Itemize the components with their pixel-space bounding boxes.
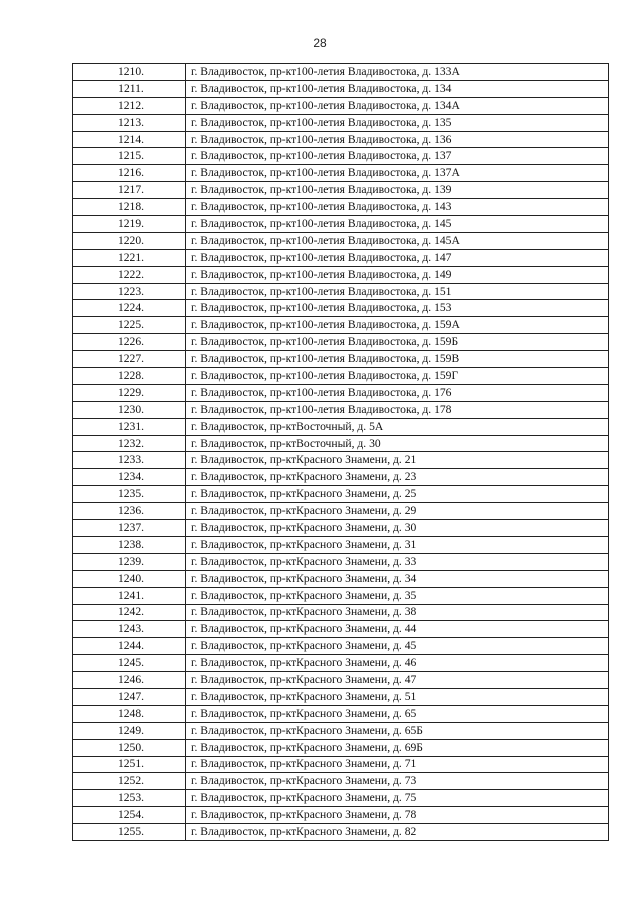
row-number-cell: 1211. bbox=[73, 80, 186, 97]
row-number-cell: 1214. bbox=[73, 131, 186, 148]
row-number-cell: 1217. bbox=[73, 182, 186, 199]
row-number-cell: 1236. bbox=[73, 503, 186, 520]
address-cell: г. Владивосток, пр-ктКрасного Знамени, д. 46 bbox=[186, 655, 609, 672]
table-row bbox=[73, 570, 609, 587]
row-number-cell: 1218. bbox=[73, 199, 186, 216]
address-cell: г. Владивосток, пр-кт100-летия Владивостока, д. 147 bbox=[186, 249, 609, 266]
table-row bbox=[73, 216, 609, 233]
table-row bbox=[73, 401, 609, 418]
table-row bbox=[73, 283, 609, 300]
table-row bbox=[73, 790, 609, 807]
address-cell: г. Владивосток, пр-ктКрасного Знамени, д. 65 bbox=[186, 705, 609, 722]
address-cell: г. Владивосток, пр-кт100-летия Владивостока, д. 139 bbox=[186, 182, 609, 199]
row-number-cell: 1223. bbox=[73, 283, 186, 300]
row-number-cell: 1219. bbox=[73, 216, 186, 233]
row-number-cell: 1221. bbox=[73, 249, 186, 266]
row-number-cell: 1222. bbox=[73, 266, 186, 283]
address-cell: г. Владивосток, пр-кт100-летия Владивостока, д. 153 bbox=[186, 300, 609, 317]
row-number-cell: 1243. bbox=[73, 621, 186, 638]
table-row bbox=[73, 418, 609, 435]
row-number-cell: 1244. bbox=[73, 638, 186, 655]
address-cell: г. Владивосток, пр-кт100-летия Владивостока, д. 135 bbox=[186, 114, 609, 131]
table-row bbox=[73, 182, 609, 199]
row-number-cell: 1213. bbox=[73, 114, 186, 131]
address-cell: г. Владивосток, пр-ктКрасного Знамени, д. 23 bbox=[186, 469, 609, 486]
row-number-cell: 1230. bbox=[73, 401, 186, 418]
table-row bbox=[73, 97, 609, 114]
table-row bbox=[73, 148, 609, 165]
address-cell: г. Владивосток, пр-ктКрасного Знамени, д. 25 bbox=[186, 486, 609, 503]
address-cell: г. Владивосток, пр-кт100-летия Владивостока, д. 134А bbox=[186, 97, 609, 114]
row-number-cell: 1252. bbox=[73, 773, 186, 790]
row-number-cell: 1220. bbox=[73, 232, 186, 249]
address-cell: г. Владивосток, пр-ктВосточный, д. 30 bbox=[186, 435, 609, 452]
row-number-cell: 1229. bbox=[73, 384, 186, 401]
address-cell: г. Владивосток, пр-ктКрасного Знамени, д. 33 bbox=[186, 553, 609, 570]
table-row bbox=[73, 249, 609, 266]
table-row bbox=[73, 553, 609, 570]
table-row bbox=[73, 266, 609, 283]
table-row bbox=[73, 351, 609, 368]
table-row bbox=[73, 368, 609, 385]
row-number-cell: 1237. bbox=[73, 520, 186, 537]
table-row bbox=[73, 621, 609, 638]
address-cell: г. Владивосток, пр-ктКрасного Знамени, д. 34 bbox=[186, 570, 609, 587]
row-number-cell: 1234. bbox=[73, 469, 186, 486]
address-cell: г. Владивосток, пр-кт100-летия Владивостока, д. 176 bbox=[186, 384, 609, 401]
table-row bbox=[73, 722, 609, 739]
row-number-cell: 1255. bbox=[73, 824, 186, 841]
address-cell: г. Владивосток, пр-кт100-летия Владивостока, д. 149 bbox=[186, 266, 609, 283]
address-cell: г. Владивосток, пр-ктКрасного Знамени, д. 69Б bbox=[186, 739, 609, 756]
address-cell: г. Владивосток, пр-кт100-летия Владивостока, д. 159Б bbox=[186, 334, 609, 351]
table-row bbox=[73, 199, 609, 216]
table-row bbox=[73, 824, 609, 841]
address-cell: г. Владивосток, пр-кт100-летия Владивостока, д. 178 bbox=[186, 401, 609, 418]
row-number-cell: 1231. bbox=[73, 418, 186, 435]
row-number-cell: 1215. bbox=[73, 148, 186, 165]
table-row bbox=[73, 435, 609, 452]
table-row bbox=[73, 114, 609, 131]
address-cell: г. Владивосток, пр-ктКрасного Знамени, д. 82 bbox=[186, 824, 609, 841]
address-cell: г. Владивосток, пр-ктКрасного Знамени, д. 65Б bbox=[186, 722, 609, 739]
address-cell: г. Владивосток, пр-ктКрасного Знамени, д. 31 bbox=[186, 536, 609, 553]
row-number-cell: 1226. bbox=[73, 334, 186, 351]
address-cell: г. Владивосток, пр-кт100-летия Владивостока, д. 145 bbox=[186, 216, 609, 233]
table-row bbox=[73, 773, 609, 790]
table-row bbox=[73, 300, 609, 317]
row-number-cell: 1251. bbox=[73, 756, 186, 773]
address-cell: г. Владивосток, пр-ктВосточный, д. 5А bbox=[186, 418, 609, 435]
address-cell: г. Владивосток, пр-ктКрасного Знамени, д. 44 bbox=[186, 621, 609, 638]
address-cell: г. Владивосток, пр-кт100-летия Владивостока, д. 145А bbox=[186, 232, 609, 249]
row-number-cell: 1239. bbox=[73, 553, 186, 570]
table-row bbox=[73, 384, 609, 401]
address-cell: г. Владивосток, пр-ктКрасного Знамени, д. 35 bbox=[186, 587, 609, 604]
address-cell: г. Владивосток, пр-ктКрасного Знамени, д. 51 bbox=[186, 688, 609, 705]
row-number-cell: 1246. bbox=[73, 672, 186, 689]
row-number-cell: 1216. bbox=[73, 165, 186, 182]
address-cell: г. Владивосток, пр-кт100-летия Владивостока, д. 159Г bbox=[186, 368, 609, 385]
row-number-cell: 1227. bbox=[73, 351, 186, 368]
row-number-cell: 1228. bbox=[73, 368, 186, 385]
address-cell: г. Владивосток, пр-ктКрасного Знамени, д. 47 bbox=[186, 672, 609, 689]
table-row bbox=[73, 655, 609, 672]
row-number-cell: 1249. bbox=[73, 722, 186, 739]
table-row bbox=[73, 604, 609, 621]
address-cell: г. Владивосток, пр-ктКрасного Знамени, д. 38 bbox=[186, 604, 609, 621]
table-row bbox=[73, 452, 609, 469]
address-cell: г. Владивосток, пр-ктКрасного Знамени, д. 21 bbox=[186, 452, 609, 469]
address-cell: г. Владивосток, пр-кт100-летия Владивостока, д. 137А bbox=[186, 165, 609, 182]
table-row bbox=[73, 638, 609, 655]
address-cell: г. Владивосток, пр-ктКрасного Знамени, д. 30 bbox=[186, 520, 609, 537]
address-cell: г. Владивосток, пр-ктКрасного Знамени, д. 75 bbox=[186, 790, 609, 807]
row-number-cell: 1242. bbox=[73, 604, 186, 621]
table-row bbox=[73, 64, 609, 81]
row-number-cell: 1233. bbox=[73, 452, 186, 469]
address-cell: г. Владивосток, пр-ктКрасного Знамени, д. 71 bbox=[186, 756, 609, 773]
row-number-cell: 1240. bbox=[73, 570, 186, 587]
table-row bbox=[73, 334, 609, 351]
row-number-cell: 1235. bbox=[73, 486, 186, 503]
table-row bbox=[73, 756, 609, 773]
row-number-cell: 1247. bbox=[73, 688, 186, 705]
table-row bbox=[73, 486, 609, 503]
address-cell: г. Владивосток, пр-кт100-летия Владивостока, д. 159А bbox=[186, 317, 609, 334]
address-cell: г. Владивосток, пр-кт100-летия Владивостока, д. 133А bbox=[186, 64, 609, 81]
table-row bbox=[73, 807, 609, 824]
table-row bbox=[73, 739, 609, 756]
address-cell: г. Владивосток, пр-кт100-летия Владивостока, д. 137 bbox=[186, 148, 609, 165]
table-row bbox=[73, 587, 609, 604]
row-number-cell: 1238. bbox=[73, 536, 186, 553]
row-number-cell: 1224. bbox=[73, 300, 186, 317]
table-row bbox=[73, 520, 609, 537]
row-number-cell: 1254. bbox=[73, 807, 186, 824]
address-table-body bbox=[73, 64, 609, 841]
address-cell: г. Владивосток, пр-ктКрасного Знамени, д. 29 bbox=[186, 503, 609, 520]
row-number-cell: 1245. bbox=[73, 655, 186, 672]
row-number-cell: 1248. bbox=[73, 705, 186, 722]
row-number-cell: 1241. bbox=[73, 587, 186, 604]
table-row bbox=[73, 672, 609, 689]
address-cell: г. Владивосток, пр-кт100-летия Владивостока, д. 134 bbox=[186, 80, 609, 97]
table-row bbox=[73, 131, 609, 148]
address-cell: г. Владивосток, пр-кт100-летия Владивостока, д. 159В bbox=[186, 351, 609, 368]
address-cell: г. Владивосток, пр-кт100-летия Владивостока, д. 136 bbox=[186, 131, 609, 148]
address-table bbox=[72, 63, 609, 841]
table-row bbox=[73, 705, 609, 722]
row-number-cell: 1212. bbox=[73, 97, 186, 114]
address-cell: г. Владивосток, пр-ктКрасного Знамени, д. 78 bbox=[186, 807, 609, 824]
address-cell: г. Владивосток, пр-кт100-летия Владивостока, д. 151 bbox=[186, 283, 609, 300]
table-row bbox=[73, 165, 609, 182]
table-row bbox=[73, 536, 609, 553]
table-row bbox=[73, 80, 609, 97]
table-row bbox=[73, 503, 609, 520]
row-number-cell: 1210. bbox=[73, 64, 186, 81]
address-cell: г. Владивосток, пр-ктКрасного Знамени, д. 45 bbox=[186, 638, 609, 655]
address-cell: г. Владивосток, пр-ктКрасного Знамени, д. 73 bbox=[186, 773, 609, 790]
row-number-cell: 1253. bbox=[73, 790, 186, 807]
address-cell: г. Владивосток, пр-кт100-летия Владивостока, д. 143 bbox=[186, 199, 609, 216]
row-number-cell: 1250. bbox=[73, 739, 186, 756]
table-row bbox=[73, 688, 609, 705]
table-row bbox=[73, 469, 609, 486]
row-number-cell: 1225. bbox=[73, 317, 186, 334]
table-row bbox=[73, 317, 609, 334]
table-row bbox=[73, 232, 609, 249]
page-number: 28 bbox=[313, 36, 327, 50]
row-number-cell: 1232. bbox=[73, 435, 186, 452]
